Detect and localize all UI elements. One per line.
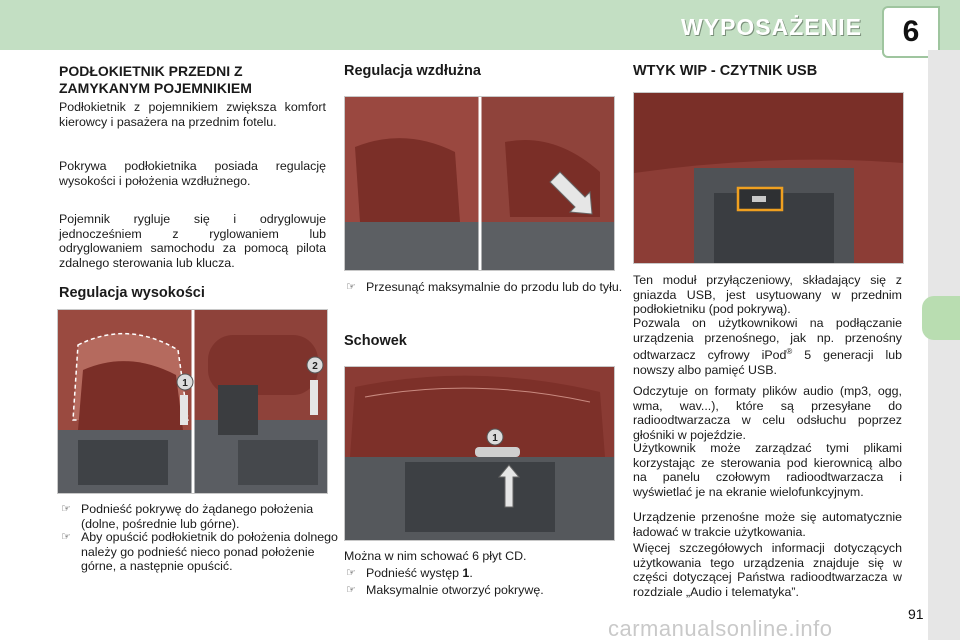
registered-mark: ® (786, 347, 793, 356)
usb-connect-main: Pozwala on użytkownikowi na podłączanie urządzenia przenośnego, jak np. przenośny odtwarzacz cyfrowy iPod (633, 316, 902, 363)
usb-connect-tail: 5 generacji lub nowszy albo pamięć USB. (633, 348, 902, 377)
usb-connect-text (633, 316, 902, 377)
bullet-open-cover (344, 583, 637, 598)
callout-2: 2 (312, 361, 318, 372)
usb-heading: WTYK WIP - CZYTNIK USB (633, 63, 818, 79)
callout-1: 1 (182, 378, 188, 389)
section-heading-armrest (59, 63, 329, 97)
bullet-text: Maksymalnie otworzyć pokrywę. (366, 583, 544, 597)
bullet-lift-tab (344, 566, 637, 581)
storage-heading: Schowek (344, 333, 407, 349)
right-sidebar (928, 50, 960, 640)
chapter-tab (884, 8, 938, 56)
bullet-text-end: . (469, 566, 473, 580)
bullet-marker-icon: ☞ (61, 503, 71, 515)
bullet-marker-icon: ☞ (61, 531, 71, 543)
usb-control-text: Użytkownik może zarządzać tymi plikami korzystając ze sterowania pod kierownicą albo na panelu czołowym radioodtwarzacza i wyświetlać je na ekranie wielofunkcyjnym. (633, 441, 902, 499)
usb-charging-text: Urządzenie przenośne może się automatycznie ładować w trakcie użytkowania. (633, 510, 902, 539)
bullet-raise-cover (59, 502, 349, 531)
height-adjust-heading: Regulacja wysokości (59, 285, 205, 301)
storage-text: Można w nim schować 6 płyt CD. (344, 549, 527, 563)
callout-1: 1 (492, 433, 498, 444)
heading-line-2: ZAMYKANYM POJEMNIKIEM (59, 80, 252, 96)
bullet-text: Aby opuścić podłokietnik do położenia dolnego należy go podnieść nieco ponad położenie górne, a następnie opuścić. (81, 530, 338, 573)
longitudinal-adjust-heading: Regulacja wzdłużna (344, 63, 481, 79)
page-number: 91 (908, 606, 924, 622)
bullet-marker-icon: ☞ (346, 281, 356, 293)
longitudinal-adjust-illustration (344, 96, 615, 271)
chapter-number: 6 (902, 15, 920, 48)
usb-formats-text: Odczytuje on formaty plików audio (mp3, ogg, wma, wav...), które są przesyłane do radioodtwarzacza w celu odsłuchu poprzez głośniki w pojeździe. (633, 384, 902, 442)
bullet-slide-cover (344, 280, 637, 295)
bullet-text: Podnieść pokrywę do żądanego położenia (dolne, pośrednie lub górne). (81, 502, 314, 531)
height-adjust-illustration (57, 309, 328, 494)
bullet-marker-icon: ☞ (346, 584, 356, 596)
page-title: WYPOSAŻENIE (681, 14, 862, 40)
usb-description: Ten moduł przyłączeniowy, składający się z gniazda USB, jest usytuowany w przednim podłokietniku (pod pokrywą). (633, 273, 902, 316)
bullet-text: Przesunąć maksymalnie do przodu lub do tyłu. (366, 280, 623, 294)
sidebar-section-tab (922, 296, 960, 340)
armrest-adjust-text: Pokrywa podłokietnika posiada regulację wysokości i położenia wzdłużnego. (59, 159, 326, 188)
armrest-intro: Podłokietnik z pojemnikiem zwiększa komfort kierowcy i pasażera na przednim fotelu. (59, 100, 326, 129)
armrest-locking-text: Pojemnik rygluje się i odryglowuje jednocześniem z ryglowaniem lub odryglowaniem samochodu za pomocą pilota zdalnego sterowania lub klucza. (59, 212, 326, 270)
heading-line-1: PODŁOKIETNIK PRZEDNI Z (59, 63, 243, 79)
watermark: carmanualsonline.info (608, 616, 833, 641)
usb-more-info-text: Więcej szczegółowych informacji dotyczących użytkowania tego urządzenia znajduje się w części dotyczącej Państwa radioodtwarzacza w rozdziale „Audio i telematyka”. (633, 541, 902, 599)
bullet-ref: 1 (462, 566, 470, 580)
storage-illustration (344, 366, 615, 541)
bullet-marker-icon: ☞ (346, 567, 356, 579)
usb-illustration (633, 92, 904, 264)
bullet-lower-armrest (59, 530, 349, 574)
bullet-text: Podnieść występ (366, 566, 463, 580)
